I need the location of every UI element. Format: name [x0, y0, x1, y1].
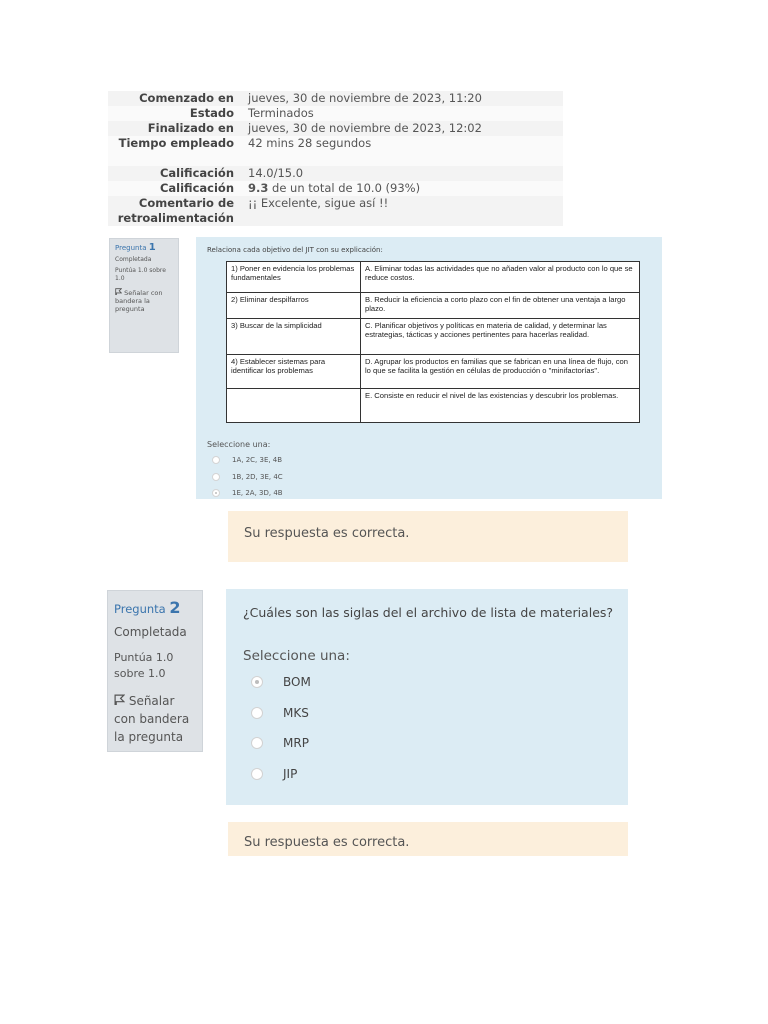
answer-option[interactable] [251, 736, 309, 750]
answer-option[interactable] [251, 767, 297, 781]
flag-question-link[interactable]: Señalar con bandera la pregunta [114, 694, 190, 744]
table-cell [227, 389, 361, 423]
attempt-summary [108, 91, 563, 226]
table-row [227, 389, 640, 423]
flag-icon [115, 289, 124, 297]
summary-row-state [108, 106, 563, 121]
summary-label: Finalizado en [147, 121, 234, 135]
table-cell: B. Reducir la eficiencia a corto plazo con el fin de obtener una ventaja a largo plazo. [361, 293, 640, 319]
question-state: Completada [114, 625, 187, 639]
flag-icon [114, 694, 129, 708]
summary-value [244, 181, 563, 196]
summary-row-grade [108, 181, 563, 196]
select-label: Seleccione una: [243, 648, 350, 664]
question-number: Pregunta 1 [115, 242, 156, 253]
answer-option[interactable] [212, 456, 282, 464]
table-cell: 2) Eliminar despilfarros [227, 293, 361, 319]
table-row [227, 262, 640, 293]
table-row [227, 355, 640, 389]
answer-option[interactable] [212, 473, 283, 481]
option-label: 1A, 2C, 3E, 4B [232, 456, 283, 464]
summary-label: Comenzado en [139, 91, 234, 105]
summary-row-time [108, 136, 563, 166]
summary-row-finished [108, 121, 563, 136]
question-2-info [107, 590, 203, 752]
answer-option-selected[interactable] [212, 489, 283, 497]
option-label: BOM [283, 675, 311, 689]
radio-icon[interactable] [251, 707, 263, 719]
option-label: JIP [283, 767, 298, 781]
radio-icon[interactable] [212, 489, 220, 497]
summary-label: Calificación [159, 166, 234, 180]
grade-rest: de un total de 10.0 (93%) [272, 181, 421, 195]
question-number: Pregunta 2 [114, 598, 181, 617]
table-cell: C. Planificar objetivos y políticas en materia de calidad, y determinar las estrategias, tácticas y acciones pertinentes para hacerlas realidad. [361, 319, 640, 355]
jit-matching-table [226, 261, 640, 423]
table-cell: A. Eliminar todas las actividades que no añaden valor al producto con lo que se reduce costos. [361, 262, 640, 293]
question-state: Completada [115, 256, 152, 263]
option-label: 1E, 2A, 3D, 4B [232, 489, 283, 497]
question-1-content [196, 237, 662, 499]
summary-label: Calificación [159, 181, 234, 195]
table-cell: 4) Establecer sistemas para identificar los problemas [227, 355, 361, 389]
option-label: MKS [283, 706, 309, 720]
question-text: ¿Cuáles son las siglas del el archivo de lista de materiales? [243, 605, 614, 620]
summary-value: jueves, 30 de noviembre de 2023, 11:20 [248, 91, 482, 105]
summary-value: 14.0/15.0 [248, 166, 304, 180]
question-grade: Puntúa 1.0 sobre 1.0 [114, 651, 174, 680]
question-grade: Puntúa 1.0 sobre 1.0 [115, 267, 166, 282]
radio-icon[interactable] [251, 768, 263, 780]
select-label: Seleccione una: [207, 440, 271, 449]
option-label: 1B, 2D, 3E, 4C [232, 473, 283, 481]
summary-value: ¡¡ Excelente, sigue así !! [248, 196, 389, 210]
summary-value: 42 mins 28 segundos [248, 136, 372, 150]
table-cell: 3) Buscar de la simplicidad [227, 319, 361, 355]
answer-option[interactable] [251, 706, 309, 720]
summary-label: Estado [189, 106, 234, 120]
question-1-feedback: Su respuesta es correcta. [228, 511, 628, 562]
grade-bold: 9.3 [248, 181, 269, 195]
table-row [227, 319, 640, 355]
radio-icon[interactable] [251, 676, 263, 688]
table-row [227, 293, 640, 319]
summary-value: jueves, 30 de noviembre de 2023, 12:02 [248, 121, 482, 135]
flag-question-link[interactable]: Señalar con bandera la pregunta [115, 289, 163, 313]
question-text: Relaciona cada objetivo del JIT con su explicación: [207, 246, 383, 254]
summary-label: Tiempo empleado [118, 136, 234, 150]
summary-value: Terminados [248, 106, 314, 120]
summary-row-feedback [108, 196, 563, 226]
summary-row-started [108, 91, 563, 106]
radio-icon[interactable] [212, 456, 220, 464]
table-cell: E. Consiste en reducir el nivel de las existencias y descubrir los problemas. [361, 389, 640, 423]
radio-icon[interactable] [251, 737, 263, 749]
table-cell: D. Agrupar los productos en familias que se fabrican en una línea de flujo, con lo que se facilita la gestión en células de producción o "minifactorías". [361, 355, 640, 389]
table-cell: 1) Poner en evidencia los problemas fundamentales [227, 262, 361, 293]
question-2-content [226, 589, 628, 805]
option-label: MRP [283, 736, 309, 750]
question-1-info [109, 238, 179, 353]
summary-row-grade-points [108, 166, 563, 181]
answer-option-selected[interactable] [251, 675, 311, 689]
radio-icon[interactable] [212, 473, 220, 481]
question-2-feedback: Su respuesta es correcta. [228, 822, 628, 856]
summary-label: Comentario de retroalimentación [117, 196, 234, 225]
